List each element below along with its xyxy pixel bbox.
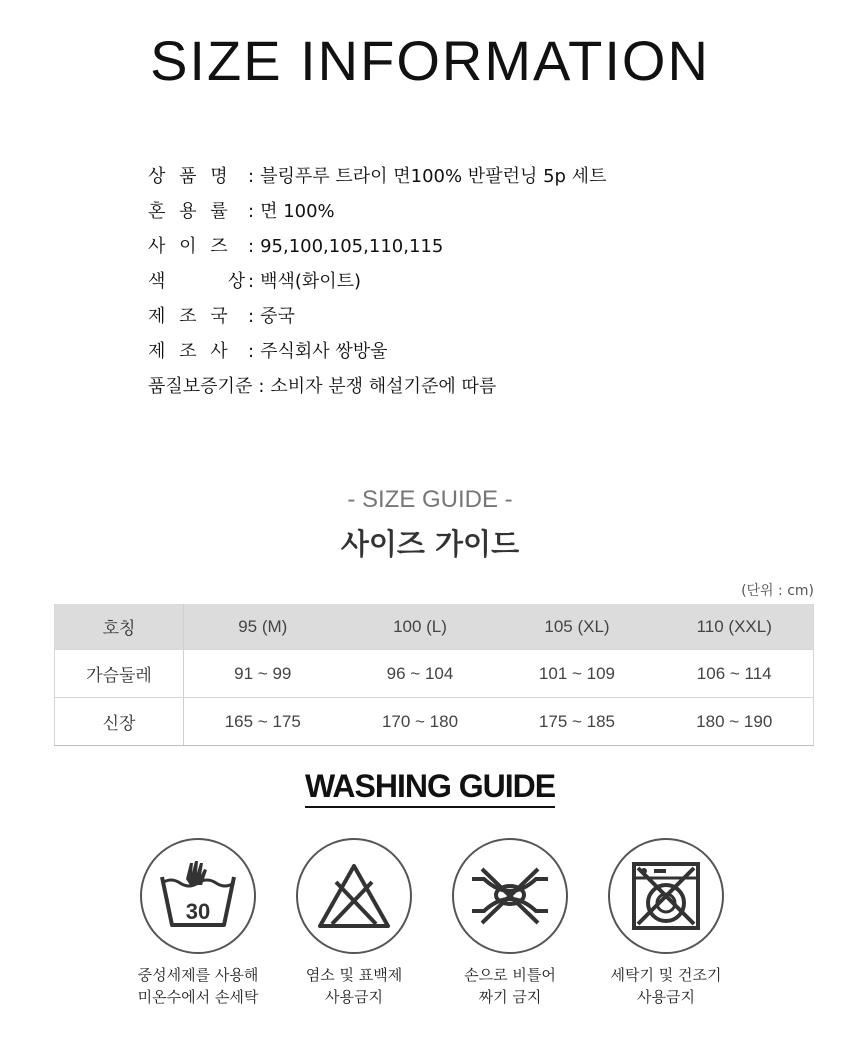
- size-table-header-row: [55, 604, 814, 650]
- info-value: 소비자 분쟁 해설기준에 따름: [270, 376, 497, 397]
- size-header-cell: 100 (L): [342, 604, 499, 650]
- info-label: 제 조 사: [148, 341, 232, 362]
- size-table: [54, 604, 814, 746]
- caption-line: 손으로 비틀어: [464, 966, 556, 984]
- info-label: 색 상: [148, 271, 250, 292]
- info-value: 95,100,105,110,115: [260, 236, 444, 257]
- size-cell: 96 ~ 104: [342, 650, 499, 698]
- no-machine-wash-dry-icon: [608, 838, 724, 954]
- info-row-color: 색 상: 백색(화이트): [148, 268, 606, 303]
- washing-caption: [586, 964, 746, 1008]
- info-row-material: 혼 용 률 : 면 100%: [148, 198, 606, 233]
- caption-line: 짜기 금지: [478, 988, 542, 1006]
- no-wring-icon: [452, 838, 568, 954]
- info-value: 면 100%: [260, 201, 335, 222]
- size-header-cell: 110 (XXL): [655, 604, 813, 650]
- info-row-manufacturer: 제 조 사 : 주식회사 쌍방울: [148, 338, 606, 373]
- info-row-quality-standard: 품질보증기준 : 소비자 분쟁 해설기준에 따름: [148, 373, 606, 408]
- caption-line: 사용금지: [637, 988, 695, 1006]
- size-header-cell: 95 (M): [184, 604, 342, 650]
- info-row-country: 제 조 국 : 중국: [148, 303, 606, 338]
- info-label: 품질보증기준: [148, 376, 253, 397]
- washing-caption: [430, 964, 590, 1008]
- info-label: 제 조 국: [148, 306, 232, 327]
- washing-guide-heading: WASHING GUIDE: [305, 768, 555, 808]
- size-header-cell: 105 (XL): [498, 604, 655, 650]
- size-header-cell: 호칭: [55, 604, 184, 650]
- washing-caption: [118, 964, 278, 1008]
- size-cell: 91 ~ 99: [184, 650, 342, 698]
- size-cell: 180 ~ 190: [655, 698, 813, 746]
- size-cell: 101 ~ 109: [498, 650, 655, 698]
- info-label: 혼 용 률: [148, 201, 232, 222]
- wash-temp-label: 30: [185, 899, 211, 924]
- table-row: [55, 650, 814, 698]
- hand-wash-30-icon: [140, 838, 256, 954]
- info-value: 주식회사 쌍방울: [260, 341, 388, 362]
- size-cell: 175 ~ 185: [498, 698, 655, 746]
- caption-line: 사용금지: [325, 988, 383, 1006]
- washing-item: [430, 838, 590, 1008]
- size-row-label: 가슴둘레: [55, 650, 184, 698]
- info-label: 사 이 즈: [148, 236, 232, 257]
- washing-item: [118, 838, 278, 1008]
- caption-line: 중성세제를 사용해: [137, 966, 259, 984]
- size-row-label: 신장: [55, 698, 184, 746]
- size-unit-note: (단위 : cm): [741, 583, 814, 599]
- size-cell: 106 ~ 114: [655, 650, 813, 698]
- info-value: 중국: [260, 306, 295, 327]
- washing-caption: [274, 964, 434, 1008]
- caption-line: 세탁기 및 건조기: [610, 966, 722, 984]
- no-bleach-icon: [296, 838, 412, 954]
- info-value: 백색(화이트): [260, 271, 362, 292]
- size-guide-title: 사이즈 가이드: [340, 527, 520, 561]
- washing-guide-title: [0, 768, 860, 805]
- size-guide-eyebrow: - SIZE GUIDE -: [347, 486, 513, 513]
- page-title: SIZE INFORMATION: [150, 29, 710, 92]
- washing-item: [586, 838, 746, 1008]
- caption-line: 미온수에서 손세탁: [137, 988, 259, 1006]
- washing-item: [274, 838, 434, 1008]
- size-cell: 170 ~ 180: [342, 698, 499, 746]
- table-row: [55, 698, 814, 746]
- info-label: 상 품 명: [148, 166, 232, 187]
- caption-line: 염소 및 표백제: [305, 966, 403, 984]
- info-row-size: 사 이 즈 : 95,100,105,110,115: [148, 233, 606, 268]
- info-value: 블링푸루 트라이 면100% 반팔런닝 5p 세트: [260, 166, 607, 187]
- info-row-product-name: 상 품 명 : 블링푸루 트라이 면100% 반팔런닝 5p 세트: [148, 163, 606, 198]
- product-info: [148, 163, 606, 408]
- size-cell: 165 ~ 175: [184, 698, 342, 746]
